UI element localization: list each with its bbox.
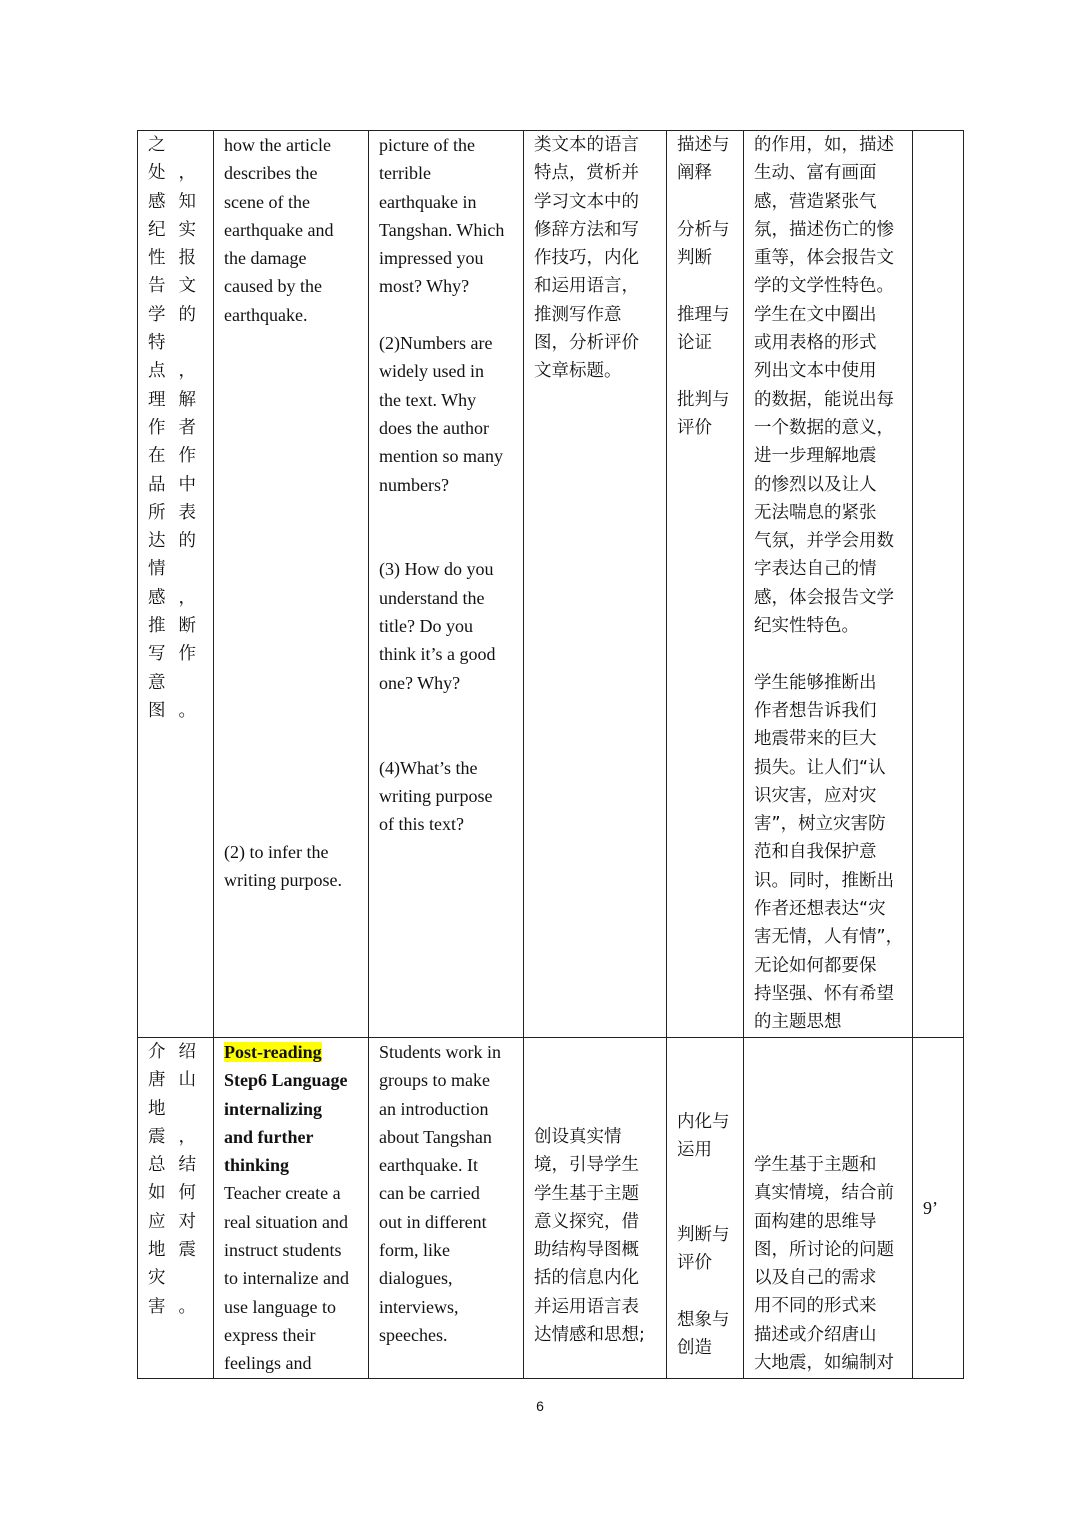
- objective-text: 介绍唐山地震，总结如何应对地震灾害。: [148, 1042, 209, 1317]
- activity-cell: [214, 131, 369, 1038]
- design-intent-text: 类文本的语言 特点，赏析并 学习文本中的 修辞方法和写 作技巧，内化 和运用语言， 推测写作意 图，分析评价 文章标题。: [534, 135, 639, 382]
- skill-3: 推理与 论证: [677, 304, 730, 354]
- table-row: [138, 131, 964, 1038]
- question-2: (2)Numbers are widely used in the text. Why does the author mention so many numbers?: [379, 333, 503, 495]
- assessment-cell: [744, 1038, 913, 1379]
- page-number: 6: [536, 1398, 544, 1414]
- skill-1: 内化与 运用: [677, 1112, 730, 1161]
- objective-cell: [138, 1038, 214, 1379]
- questions-cell: [369, 131, 524, 1038]
- student-activity-text: Students work in groups to make an introduction about Tangshan earthquake. It can be carried out in different form, like dialogues, interviews, speeches.: [379, 1042, 502, 1345]
- design-intent-text: 创设真实情 境，引导学生 学生基于主题 意义探究，借 助结构导图概 括的信息内化 并运用语言表 达情感和思想;: [534, 1127, 645, 1346]
- stage-label-highlight: Post-reading: [224, 1042, 322, 1062]
- table-row: [138, 1038, 964, 1379]
- objective-cell: [138, 131, 214, 1038]
- activity-cell: [214, 1038, 369, 1379]
- teacher-activity-text: Teacher create a real situation and instruct students to internalize and use language to express their feelings and: [224, 1183, 349, 1374]
- time-cell: [913, 1038, 964, 1379]
- objective-text: 之处，感知纪实性报告文学的特点，理解作者在作品中所表达的情感，推断写作意图。: [148, 135, 209, 721]
- assessment-text: 学生基于主题和 真实情境，结合前 面构建的思维导 图，所讨论的问题 以及自己的需求 用不同的形式来 描述或介绍唐山 大地震，如编制对: [754, 1155, 894, 1374]
- skill-2: 分析与 判断: [677, 219, 730, 269]
- activity-text-b: (2) to infer the writing purpose.: [224, 842, 342, 891]
- time-value: 9’: [923, 1197, 938, 1218]
- skill-4: 批判与 评价: [677, 389, 730, 438]
- skill-1: 描述与 阐释: [677, 135, 730, 184]
- assessment-cell: [744, 131, 913, 1038]
- time-cell: [913, 131, 964, 1038]
- question-1: picture of the terrible earthquake in Tangshan. Which impressed you most? Why?: [379, 135, 505, 297]
- step-title: Step6 Language internalizing and further thinking: [224, 1070, 348, 1176]
- assessment-text-2: 学生能够推断出 作者想告诉我们 地震带来的巨大 损失。让人们“认 识灾害，应对灾 害”，树立灾害防 范和自我保护意 识。同时，推断出 作者还想表达“灾 害无情，人有情”， 无论如何都要保 持坚强、怀有希望 的主题思想: [754, 672, 904, 1033]
- design-intent-cell: [524, 131, 667, 1038]
- skill-3: 想象与 创造: [677, 1310, 730, 1359]
- question-4: (4)What’s the writing purpose of this text?: [379, 757, 493, 835]
- skills-cell: [667, 1038, 744, 1379]
- student-activity-cell: [369, 1038, 524, 1379]
- assessment-text-1: 的作用，如，描述 生动、富有画面 感，营造紧张气 氛，描述伤亡的惨 重等，体会报告文 学的文学性特色。 学生在文中圈出 或用表格的形式 列出文本中使用 的数据，能说出每 一个数据的意义， 进一步理解地震 的惨烈以及让人 无法喘息的紧张 气氛，并学会用数 字表达自己的情 感，体会报告文学 纪实性特色。: [754, 135, 894, 637]
- skills-cell: [667, 131, 744, 1038]
- design-intent-cell: [524, 1038, 667, 1379]
- question-3: (3) How do you understand the title? Do you think it’s a good one? Why?: [379, 559, 496, 693]
- lesson-plan-table: [137, 130, 964, 1379]
- skill-2: 判断与 评价: [677, 1225, 730, 1274]
- activity-text-a: how the article describes the scene of the earthquake and the damage caused by the earthquake.: [224, 135, 334, 325]
